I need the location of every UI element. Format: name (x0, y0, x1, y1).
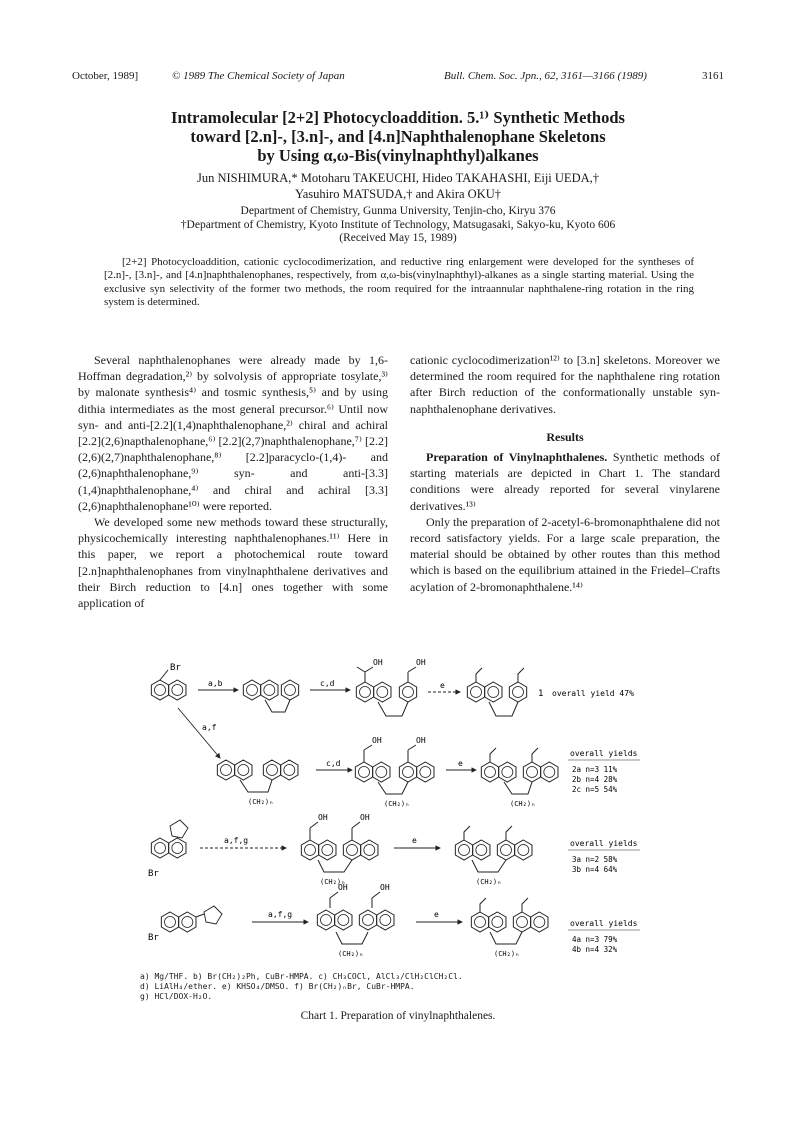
alkane-chain-label: (CH₂)ₙ (338, 950, 364, 958)
affiliation-line-2: †Department of Chemistry, Kyoto Institute of Technology, Matsugasaki, Sakyo-ku, Kyoto 606 (180, 218, 616, 231)
yield-entry: 4a n=3 79% (572, 935, 618, 944)
scheme-row-3 (148, 813, 640, 886)
step-label: c,d (320, 679, 335, 688)
title-line-1: Intramolecular [2+2] Photocycloaddition. 5.¹⁾ Synthetic Methods (171, 108, 625, 127)
abstract: [2+2] Photocycloaddition, cationic cyclocodimerization, and reductive ring enlargement were developed for the syntheses of [2.n]-, [3.n]-, and [4.n]naphthalenophanes, respectively, from α,ω-bis(vinylnaphthyl)-alkanes as a single starting material. Using the exclusive syn selectivity of the former two methods, the room required for the intraannular naphthalene-ring rotation in the ring system is determined. (104, 256, 694, 309)
yields-heading: overall yields (570, 839, 638, 848)
hydroxyl-label: OH (416, 736, 426, 745)
alkane-chain-label: (CH₂)ₙ (320, 878, 346, 886)
reagent-note-line: g) HCl/DOX-H₂O. (140, 992, 213, 1001)
yields-heading: overall yields (570, 919, 638, 928)
step-label: e (458, 759, 463, 768)
results-paragraph-2: Only the preparation of 2-acetyl-6-bromonaphthalene did not record satisfactory yields. For a large scale preparation, the material should be obtained by other routes than this method which is based on the equilibrium attained in the Friedel–Crafts acylation of 2-bromonaphthalene.¹⁴⁾ (410, 514, 720, 594)
diol-structure-row-3 (301, 840, 336, 860)
yields-heading: overall yields (570, 749, 638, 758)
hydroxyl-label: OH (318, 813, 328, 822)
bis-naphthyl-alkane-structure (217, 760, 252, 780)
header-date: October, 1989] (72, 70, 139, 82)
step-label: e (412, 836, 417, 845)
author-list (60, 170, 736, 202)
yield-entry: 2c n=5 54% (572, 785, 618, 794)
hydroxyl-label: OH (338, 883, 348, 892)
scheme-row-2 (217, 736, 640, 808)
yield-entry: 2a n=3 11% (572, 765, 618, 774)
divinyl-product-4-structure (471, 912, 506, 932)
intro-paragraph-2: We developed some new methods toward these structurally, physicochemically interesting naphthalenophanes.¹¹⁾ Here in this paper, we report a photochemical route toward [2.n]naphthalenophanes from vinylnaphthalene derivatives and their Birch reduction to [4.n] ones together with some application of (78, 515, 388, 611)
results-paragraph-1 (410, 449, 720, 514)
reagent-note-line: d) LiAlH₄/ether. e) KHSO₄/DMSO. f) Br(CH₂)ₙBr, CuBr-HMPA. (140, 982, 415, 991)
scheme-row-1 (151, 658, 634, 716)
running-header (72, 70, 724, 86)
authors-line-1: Jun NISHIMURA,* Motoharu TAKEUCHI, Hideo TAKAHASHI, Eiji UEDA,† (196, 171, 600, 185)
step-label: c,d (326, 759, 341, 768)
bromo-label: Br (148, 933, 159, 943)
bromo-label: Br (170, 663, 181, 673)
yield-entry: 3b n=4 64% (572, 865, 618, 874)
divinyl-product-1-structure (467, 682, 502, 702)
divinyl-product-3-structure (455, 840, 490, 860)
runin-heading: Preparation of Vinylnaphthalenes. (426, 450, 608, 465)
alkane-chain-label: (CH₂)ₙ (476, 878, 502, 886)
yield-entry: 4b n=4 32% (572, 945, 618, 954)
hydroxyl-label: OH (380, 883, 390, 892)
body-column-right (410, 352, 720, 595)
step-label: a,f (202, 723, 217, 732)
header-page-number: 3161 (702, 70, 724, 82)
authors-line-2: Yasuhiro MATSUDA,† and Akira OKU† (294, 187, 502, 201)
affiliation-line-1: Department of Chemistry, Gunma University, Tenjin-cho, Kiryu 376 (240, 205, 556, 217)
header-journal: Bull. Chem. Soc. Jpn., 62, 3161—3166 (1989) (444, 70, 647, 82)
product-number: 1 (538, 689, 544, 699)
alkane-chain-label: (CH₂)ₙ (384, 800, 410, 808)
intro-paragraph-3: cationic cyclocodimerization¹²⁾ to [3.n] skeletons. Moreover we determined the room required for the naphthalene ring rotation after Birch reduction of the conformationally unstable syn-naphthalenophane derivatives. (410, 353, 720, 416)
diol-structure-row-1 (356, 682, 391, 702)
paper-title (60, 108, 736, 165)
hydroxyl-label: OH (416, 658, 426, 667)
diol-structure-row-2 (355, 762, 390, 782)
row-1-yield: overall yield 47% (552, 689, 634, 698)
intro-paragraph-1: Several naphthalenophanes were already made by 1,6-Hoffman degradation,²⁾ by solvolysis of appropriate tosylate,³⁾ by malonate synthesis⁴⁾ and tosmic synthesis,⁵⁾ and by using dithia intermediates as the most general precursor.⁶⁾ Until now syn- and anti-[2.2](1,4)naphthalenophane,²⁾ chiral and achiral [2.2](2,6)napthalenophane,⁶⁾ [2.2](2,7)naphthalenophane,⁷⁾ [2.2](2,6)(2,7)naphthalenophane,⁸⁾ [2.2]paracyclo-(1,4)- and (2,6)naphthalenophane,⁹⁾ syn- and anti-[3.3](1,4)naphthalenophane,⁴⁾ and chiral and achiral [3.3](2,6)naphthalenophane¹⁰⁾ were reported. (78, 353, 388, 513)
step-label: e (434, 910, 439, 919)
alkane-chain-label: (CH₂)ₙ (510, 800, 536, 808)
chart-caption: Chart 1. Preparation of vinylnaphthalenes. (300, 1010, 496, 1022)
received-date: (Received May 15, 1989) (339, 232, 457, 244)
step-label: a,f,g (224, 836, 249, 845)
divinyl-product-2-structure (481, 762, 516, 782)
step-label: e (440, 681, 445, 690)
yield-entry: 3a n=2 58% (572, 855, 618, 864)
affiliations (60, 205, 736, 246)
results-heading: Results (546, 429, 584, 444)
reagent-notes (140, 972, 700, 1002)
diol-structure-row-4 (317, 910, 352, 930)
alkane-chain-label: (CH₂)ₙ (494, 950, 520, 958)
alkane-chain-label: (CH₂)ₙ (248, 798, 274, 806)
dioxolane-bromonaphthalene-structure (151, 838, 186, 858)
dioxolane-bromonaphthalene-2-structure (161, 912, 196, 932)
bromonaphthalene-structure (151, 680, 186, 700)
step-label: a,f,g (268, 910, 293, 919)
title-line-3: by Using α,ω-Bis(vinylnaphthyl)alkanes (257, 146, 539, 165)
header-copyright: © 1989 The Chemical Society of Japan (172, 70, 345, 82)
naphthyl-phenylpropane-structure (243, 680, 278, 700)
body-column-left (78, 352, 388, 611)
title-line-2: toward [2.n]-, [3.n]-, and [4.n]Naphthalenophane Skeletons (190, 127, 606, 146)
scheme-row-4 (148, 883, 640, 958)
reagent-note-line: a) Mg/THF. b) Br(CH₂)₂Ph, CuBr-HMPA. c) CH₃COCl, AlCl₃/ClH₂ClCH₂Cl. (140, 972, 463, 981)
hydroxyl-label: OH (373, 658, 383, 667)
yield-entry: 2b n=4 28% (572, 775, 618, 784)
step-label: a,b (208, 679, 223, 688)
results-paragraph-1-text: Synthetic methods of starting materials are depicted in Chart 1. The standard conditions were already reported for several vinylarene derivatives.¹³⁾ (410, 450, 720, 513)
hydroxyl-label: OH (360, 813, 370, 822)
hydroxyl-label: OH (372, 736, 382, 745)
reaction-scheme (140, 650, 700, 970)
bromo-label: Br (148, 869, 159, 879)
